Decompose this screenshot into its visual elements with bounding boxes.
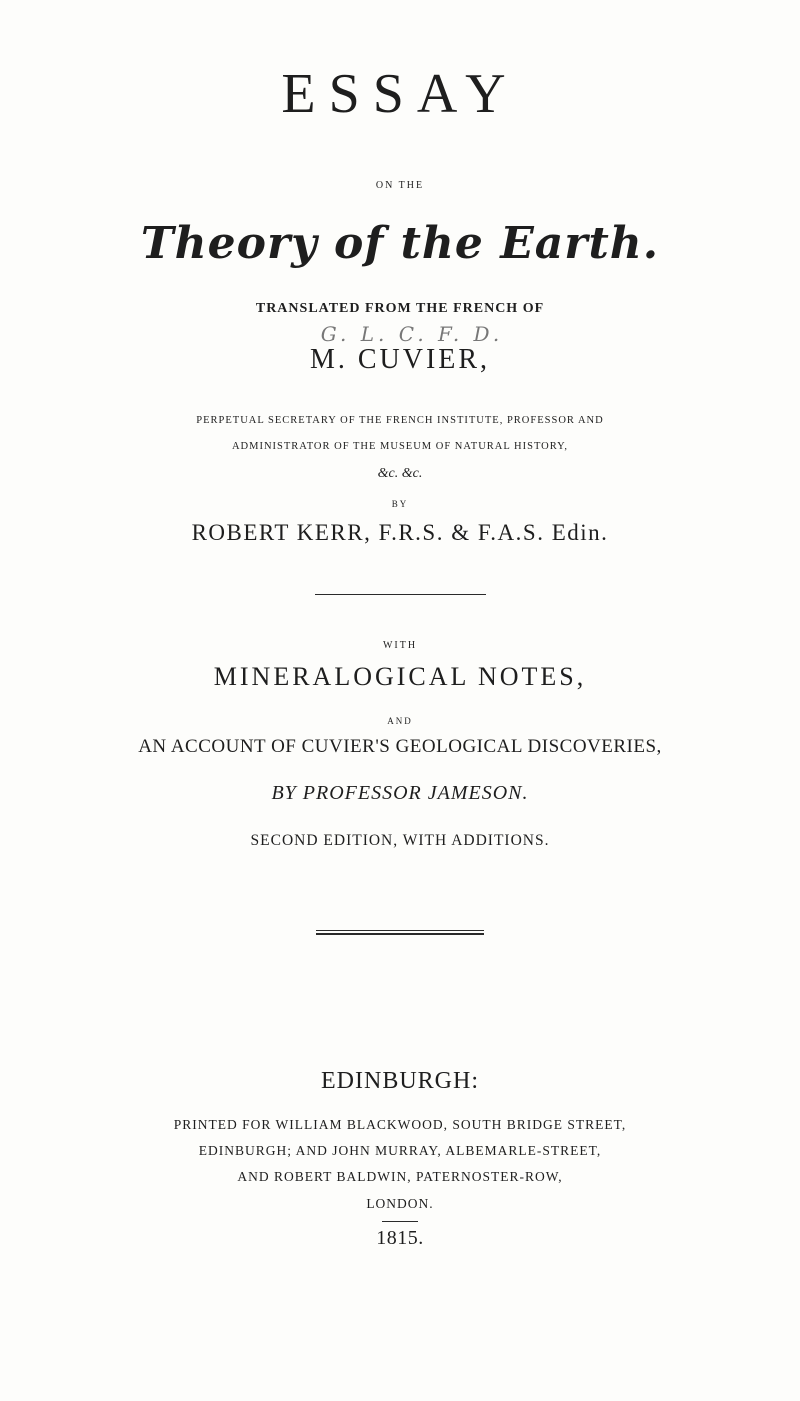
etc-line: &c. &c. bbox=[377, 466, 423, 481]
notes-title: MINERALOGICAL NOTES, bbox=[213, 662, 587, 691]
imprint-line-3: AND ROBERT BALDWIN, PATERNOSTER-ROW, bbox=[237, 1169, 563, 1184]
and-label: AND bbox=[387, 716, 413, 726]
imprint-line-4: LONDON. bbox=[366, 1196, 434, 1211]
handwritten-initials: G. L. C. F. D. bbox=[320, 322, 504, 346]
imprint-line-2: EDINBURGH; AND JOHN MURRAY, ALBEMARLE-STREET, bbox=[198, 1143, 602, 1158]
jameson-line: BY PROFESSOR JAMESON. bbox=[271, 782, 529, 804]
subject-title: Theory of the Earth. bbox=[140, 218, 660, 269]
edition-line: SECOND EDITION, WITH ADDITIONS. bbox=[250, 832, 550, 849]
author-title-line-2: ADMINISTRATOR OF THE MUSEUM OF NATURAL HISTORY, bbox=[231, 441, 569, 452]
imprint-line-1: PRINTED FOR WILLIAM BLACKWOOD, SOUTH BRIDGE STREET, bbox=[173, 1117, 627, 1132]
imprint-city: EDINBURGH: bbox=[321, 1068, 479, 1094]
publication-year: 1815. bbox=[376, 1227, 424, 1249]
translator-name: ROBERT KERR, F.R.S. & F.A.S. Edin. bbox=[191, 520, 609, 545]
author-name: M. CUVIER, bbox=[309, 344, 491, 375]
translated-from-line: TRANSLATED FROM THE FRENCH OF bbox=[255, 301, 545, 316]
account-line: AN ACCOUNT OF CUVIER'S GEOLOGICAL DISCOVERIES, bbox=[138, 736, 662, 757]
author-title-line-1: PERPETUAL SECRETARY OF THE FRENCH INSTITUTE, PROFESSOR AND bbox=[196, 415, 604, 426]
divider-rule-2-thin bbox=[316, 930, 484, 931]
divider-rule-1 bbox=[315, 594, 486, 595]
with-label: WITH bbox=[382, 640, 418, 651]
on-the-label: ON THE bbox=[375, 180, 425, 191]
divider-rule-2-thick bbox=[316, 933, 484, 935]
divider-rule-3 bbox=[382, 1221, 418, 1222]
by-label: BY bbox=[391, 499, 409, 509]
essay-title: ESSAY bbox=[281, 63, 519, 125]
